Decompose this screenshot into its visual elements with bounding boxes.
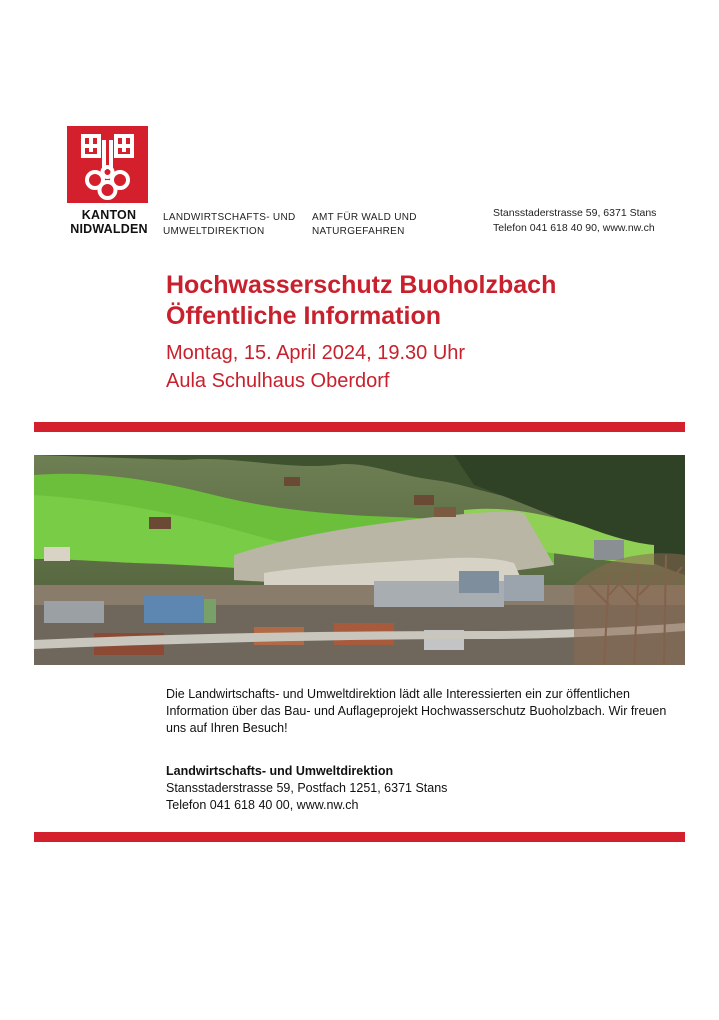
header-address-line-2: Telefon 041 618 40 90, www.nw.ch bbox=[493, 222, 655, 234]
department-name bbox=[163, 211, 303, 239]
contact-organization: Landwirtschafts- und Umweltdirektion bbox=[166, 764, 394, 778]
contact-address: Stansstaderstrasse 59, Postfach 1251, 6371 Stans bbox=[166, 781, 448, 795]
event-title-line-1: Hochwasserschutz Buoholzbach bbox=[166, 271, 557, 299]
office-line-1: AMT FÜR WALD UND bbox=[312, 212, 417, 223]
event-title-line-2: Öffentliche Information bbox=[166, 302, 441, 330]
divider-bar-top bbox=[34, 422, 685, 432]
divider-bar-bottom bbox=[34, 832, 685, 842]
department-line-2: UMWELTDIREKTION bbox=[163, 226, 265, 237]
canton-name bbox=[64, 208, 154, 236]
office-name bbox=[312, 211, 442, 239]
canton-line-1: KANTON bbox=[81, 208, 137, 222]
event-title bbox=[166, 270, 556, 332]
contact-block bbox=[166, 763, 447, 814]
canton-line-2: NIDWALDEN bbox=[70, 222, 148, 236]
nidwalden-keys-emblem-icon bbox=[67, 126, 148, 203]
event-details bbox=[166, 339, 465, 395]
header-address-line-1: Stansstaderstrasse 59, 6371 Stans bbox=[493, 207, 657, 219]
event-date-time: Montag, 15. April 2024, 19.30 Uhr bbox=[166, 342, 466, 364]
invitation-paragraph: Die Landwirtschafts- und Umweltdirektion lädt alle Interessierten ein zur öffentlichen Information über das Bau- und Auflageprojekt Hochwasserschutz Buoholzbach. Wir freuen uns auf Ihren Besuch! bbox=[166, 687, 667, 735]
header-address bbox=[493, 206, 656, 236]
event-location: Aula Schulhaus Oberdorf bbox=[166, 370, 390, 392]
office-line-2: NATURGEFAHREN bbox=[312, 226, 405, 237]
contact-phone-web: Telefon 041 618 40 00, www.nw.ch bbox=[166, 798, 359, 812]
department-line-1: LANDWIRTSCHAFTS- UND bbox=[163, 212, 296, 223]
landscape-photo-icon bbox=[34, 455, 685, 665]
